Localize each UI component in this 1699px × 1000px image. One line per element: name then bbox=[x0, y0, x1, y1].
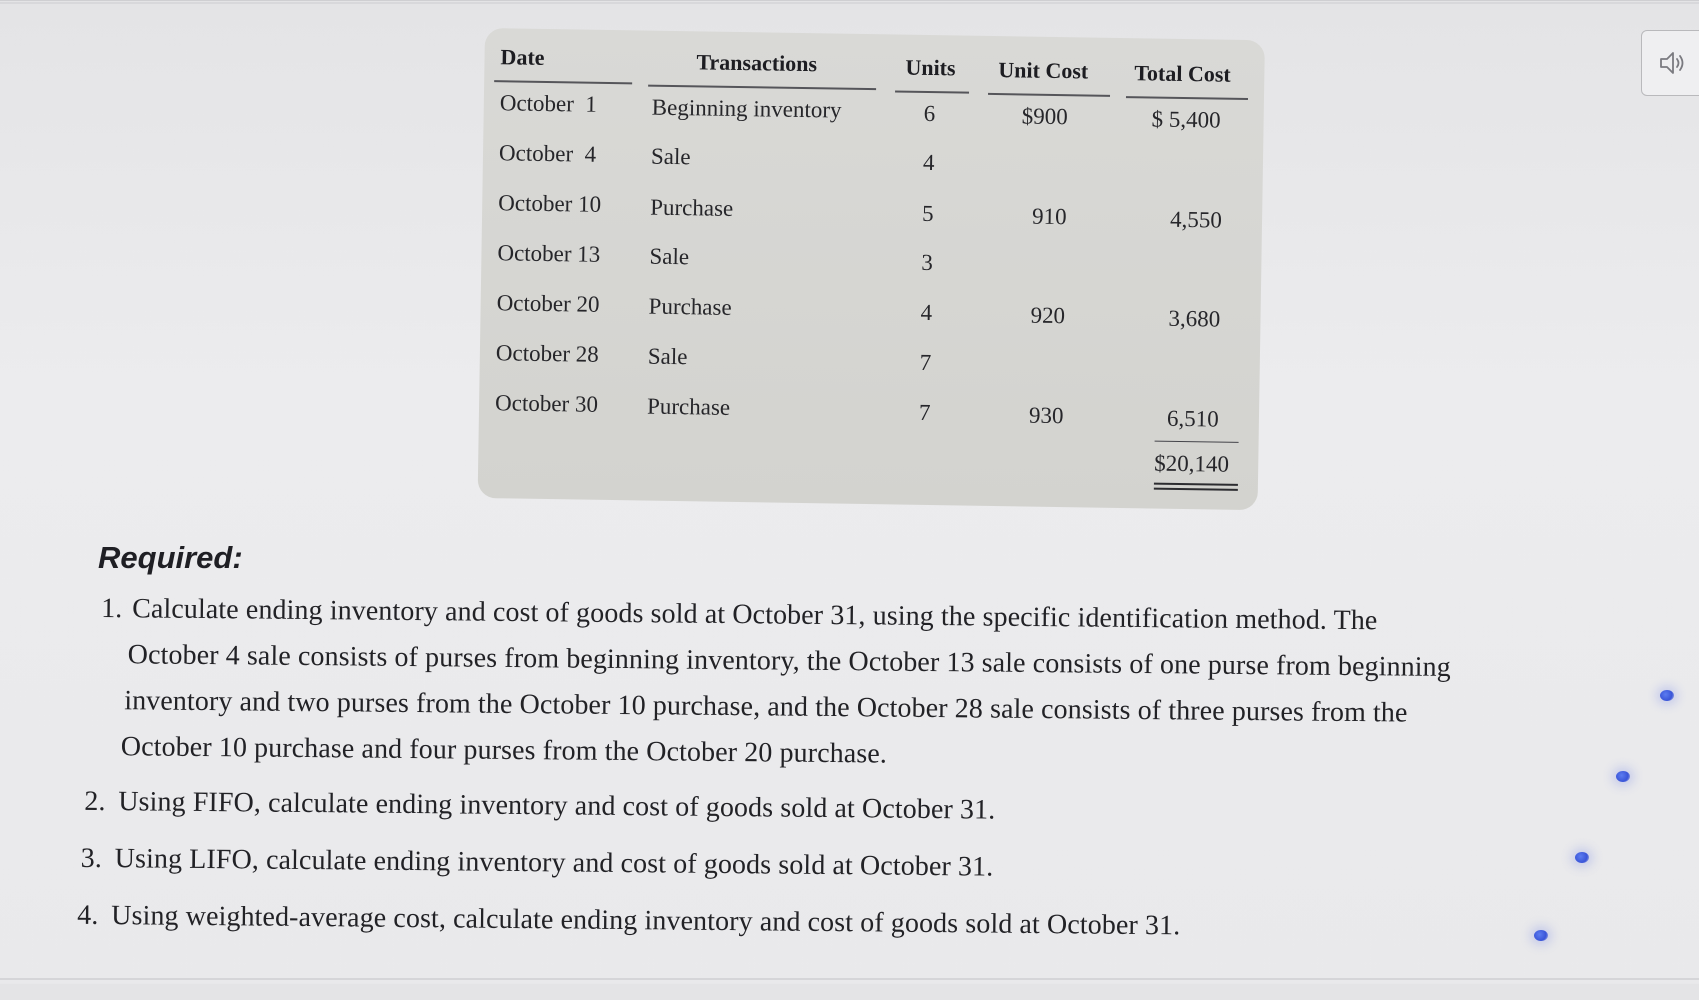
header-transactions: Transactions bbox=[696, 49, 818, 77]
item-1-line-1: Calculate ending inventory and cost of goods sold at October 31, using the specific identification method. The bbox=[132, 593, 1378, 637]
row-3-total-cost: 4,550 bbox=[1169, 206, 1223, 233]
row-4-units: 3 bbox=[921, 249, 934, 276]
required-heading: Required: bbox=[98, 540, 243, 575]
row-5-date: October 20 bbox=[496, 290, 600, 317]
row-3-date: October 10 bbox=[498, 190, 602, 217]
row-4-transaction: Sale bbox=[649, 243, 690, 270]
highlight-dot-1 bbox=[1660, 690, 1674, 701]
row-5-total-cost: 3,680 bbox=[1168, 305, 1221, 332]
item-3-number: 3. bbox=[80, 842, 103, 875]
row-1-total-cost: $ 5,400 bbox=[1151, 106, 1221, 133]
item-2-text: Using FIFO, calculate ending inventory and cost of goods sold at October 31. bbox=[118, 786, 996, 826]
item-1-number: 1. bbox=[101, 592, 123, 625]
row-3-transaction: Purchase bbox=[650, 194, 734, 221]
item-4-text: Using weighted-average cost, calculate ending inventory and cost of goods sold at October 31. bbox=[111, 900, 1181, 942]
row-7-units: 7 bbox=[918, 399, 931, 426]
row-7-transaction: Purchase bbox=[646, 393, 731, 420]
row-4-date: October 13 bbox=[497, 240, 601, 267]
row-6-units: 7 bbox=[919, 349, 932, 376]
row-6-date: October 28 bbox=[495, 340, 599, 367]
row-1-unit-cost: $900 bbox=[1021, 103, 1068, 130]
item-1-line-3: inventory and two purses from the October 10 purchase, and the October 28 sale consists of three purses from the bbox=[124, 685, 1408, 729]
grand-total: $20,140 bbox=[1154, 450, 1230, 477]
row-6-transaction: Sale bbox=[647, 343, 688, 370]
header-total-cost: Total Cost bbox=[1134, 60, 1231, 87]
row-1-transaction: Beginning inventory bbox=[651, 94, 842, 123]
item-1-line-4: October 10 purchase and four purses from the October 20 purchase. bbox=[120, 731, 888, 770]
row-2-transaction: Sale bbox=[650, 143, 691, 170]
item-1-line-2: October 4 sale consists of purses from beginning inventory, the October 13 sale consists of one purse from beginning bbox=[127, 639, 1451, 683]
highlight-dot-3 bbox=[1575, 852, 1589, 863]
row-5-transaction: Purchase bbox=[648, 293, 732, 320]
item-4-number: 4. bbox=[77, 899, 99, 931]
row-1-units: 6 bbox=[923, 100, 936, 127]
row-5-unit-cost: 920 bbox=[1030, 302, 1066, 329]
row-2-units: 4 bbox=[922, 149, 935, 176]
highlight-dot-4 bbox=[1534, 930, 1548, 941]
highlight-dot-2 bbox=[1616, 771, 1630, 782]
item-3-text: Using LIFO, calculate ending inventory and cost of goods sold at October 31. bbox=[114, 843, 994, 883]
item-2-number: 2. bbox=[84, 785, 106, 818]
row-7-date: October 30 bbox=[494, 390, 599, 417]
header-unit-cost: Unit Cost bbox=[998, 57, 1089, 84]
row-3-units: 5 bbox=[921, 200, 934, 227]
row-7-unit-cost: 930 bbox=[1028, 402, 1064, 429]
header-date: Date bbox=[500, 44, 545, 70]
row-3-unit-cost: 910 bbox=[1031, 203, 1067, 230]
row-5-units: 4 bbox=[920, 299, 933, 326]
row-1-date: October 1 bbox=[499, 90, 598, 117]
header-units: Units bbox=[905, 54, 956, 81]
row-2-date: October 4 bbox=[498, 140, 597, 167]
row-7-total-cost: 6,510 bbox=[1166, 405, 1219, 432]
